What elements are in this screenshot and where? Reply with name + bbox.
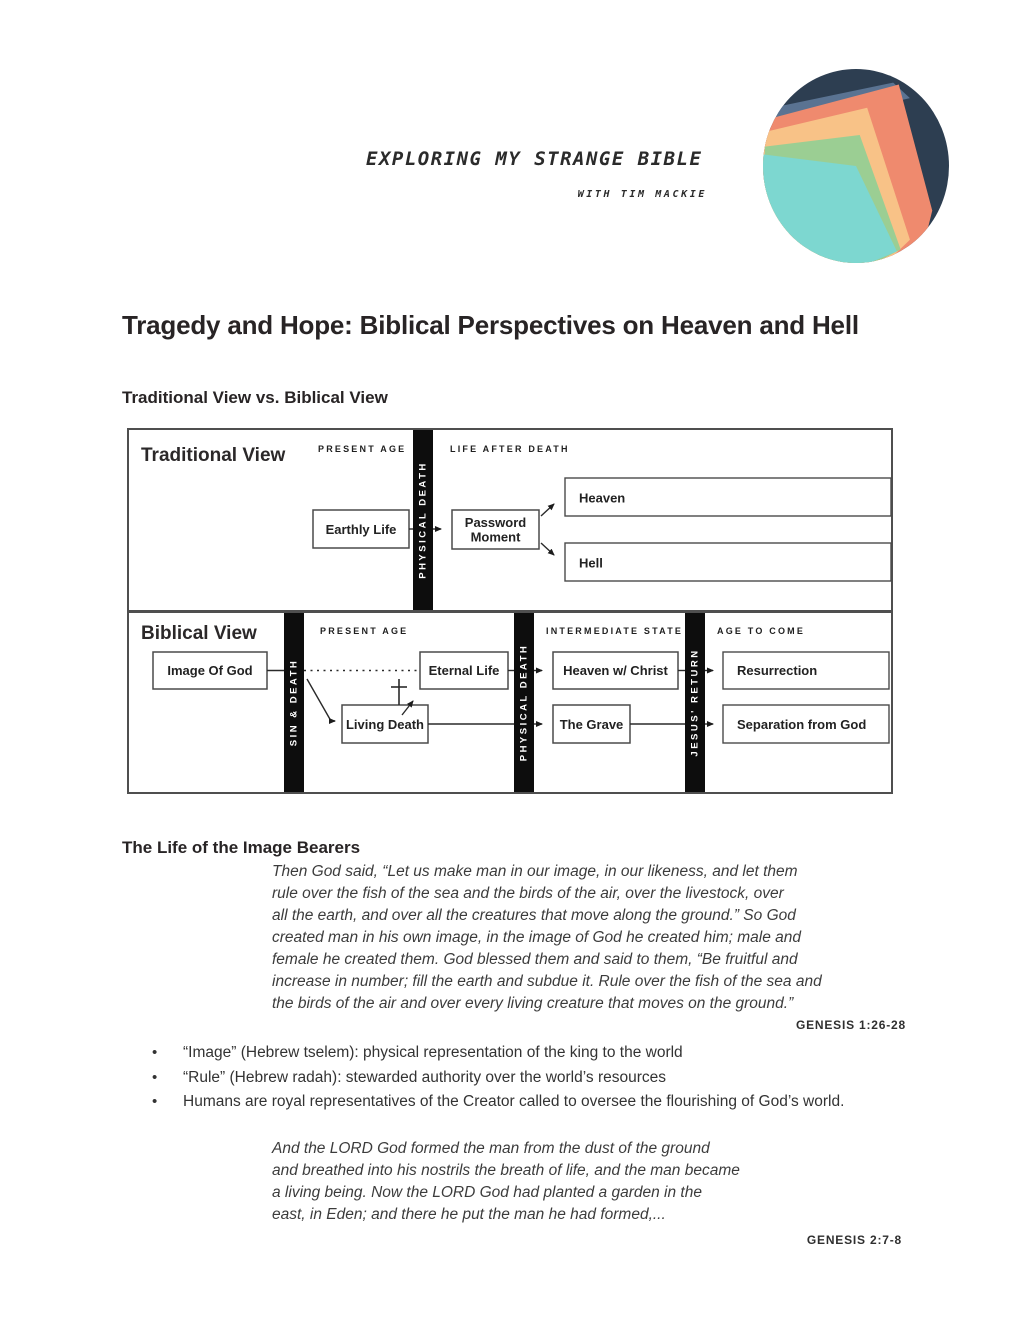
list-item: • “Image” (Hebrew tselem): physical representation of the king to the world bbox=[150, 1041, 912, 1066]
password-moment-label-line1: Password bbox=[464, 515, 527, 530]
quote-line: a living being. Now the LORD God had planted a garden in the bbox=[272, 1184, 702, 1201]
stage-label-life-after-death: LIFE AFTER DEATH bbox=[450, 444, 570, 454]
scripture-reference-1: GENESIS 1:26-28 bbox=[795, 1018, 906, 1032]
living-death-label: Living Death bbox=[345, 717, 425, 732]
podcast-title: EXPLORING MY STRANGE BIBLE bbox=[366, 148, 703, 170]
cross-icon bbox=[391, 679, 407, 705]
quote-line: the birds of the air and over every living creature that moves on the ground.” bbox=[272, 995, 794, 1012]
hell-label: Hell bbox=[579, 555, 603, 571]
quote-line: And the LORD God formed the man from the dust of the ground bbox=[272, 1140, 710, 1157]
quote-line: east, in Eden; and there he put the man he had formed,... bbox=[272, 1206, 666, 1223]
genesis-quote-2 bbox=[272, 1138, 917, 1226]
quote-line: all the earth, and over all the creatures that move along the ground.” So God bbox=[272, 907, 796, 924]
quote-line: female he created them. God blessed them and said to them, “Be fruitful and bbox=[272, 951, 798, 968]
arrow-to-living-death bbox=[307, 679, 335, 721]
stage-label-intermediate-state: INTERMEDIATE STATE bbox=[546, 626, 684, 636]
resurrection-label: Resurrection bbox=[737, 663, 818, 678]
the-grave-label: The Grave bbox=[559, 717, 624, 732]
password-moment-label-line2: Moment bbox=[470, 529, 521, 545]
eternal-life-label: Eternal Life bbox=[428, 663, 500, 678]
podcast-byline: WITH TIM MACKIE bbox=[577, 189, 707, 200]
bullet-list bbox=[150, 1041, 912, 1115]
list-item: • “Rule” (Hebrew radah): stewarded authority over the world’s resources bbox=[150, 1066, 912, 1091]
physical-death-bar-traditional-label: PHYSICAL DEATH bbox=[417, 461, 429, 579]
physical-death-bar-biblical-label: PHYSICAL DEATH bbox=[518, 643, 530, 762]
stage-label-present-age-biblical: PRESENT AGE bbox=[320, 626, 409, 636]
quote-line: rule over the fish of the sea and the birds of the air, over the livestock, over bbox=[272, 885, 784, 902]
arrow-to-hell bbox=[541, 543, 554, 555]
stage-label-age-to-come: AGE TO COME bbox=[717, 626, 806, 636]
earthly-life-label: Earthly Life bbox=[325, 522, 397, 537]
traditional-view-label: Traditional View bbox=[141, 445, 286, 466]
biblical-view-label: Biblical View bbox=[141, 623, 257, 644]
scripture-reference-2: GENESIS 2:7-8 bbox=[806, 1233, 902, 1247]
quote-line: created man in his own image, in the image of God he created him; male and bbox=[272, 929, 802, 946]
quote-line: increase in number; fill the earth and subdue it. Rule over the fish of the sea and bbox=[272, 973, 822, 990]
quote-line: and breathed into his nostrils the breath of life, and the man became bbox=[272, 1162, 740, 1179]
arrow-to-heaven bbox=[541, 504, 554, 516]
stage-label-present-age-traditional: PRESENT AGE bbox=[318, 444, 407, 454]
image-of-god-label: Image Of God bbox=[167, 663, 253, 678]
views-diagram bbox=[127, 428, 893, 794]
separation-from-god-label: Separation from God bbox=[737, 717, 867, 732]
life-section-heading: The Life of the Image Bearers bbox=[122, 838, 361, 857]
genesis-quote-1 bbox=[272, 861, 917, 1015]
podcast-logo bbox=[763, 69, 949, 263]
hell-box bbox=[565, 543, 891, 581]
heaven-label: Heaven bbox=[579, 490, 626, 506]
diagram-section-heading: Traditional View vs. Biblical View bbox=[122, 388, 388, 407]
list-item: • Humans are royal representatives of the Creator called to oversee the flourishing of God’s world. bbox=[150, 1090, 912, 1115]
heaven-with-christ-label: Heaven w/ Christ bbox=[563, 663, 668, 678]
sin-and-death-bar-label: SIN & DEATH bbox=[288, 658, 300, 747]
jesus-return-bar-label: JESUS' RETURN bbox=[689, 648, 701, 757]
quote-line: Then God said, “Let us make man in our image, in our likeness, and let them bbox=[272, 863, 798, 880]
page-title: Tragedy and Hope: Biblical Perspectives on Heaven and Hell bbox=[122, 310, 859, 340]
